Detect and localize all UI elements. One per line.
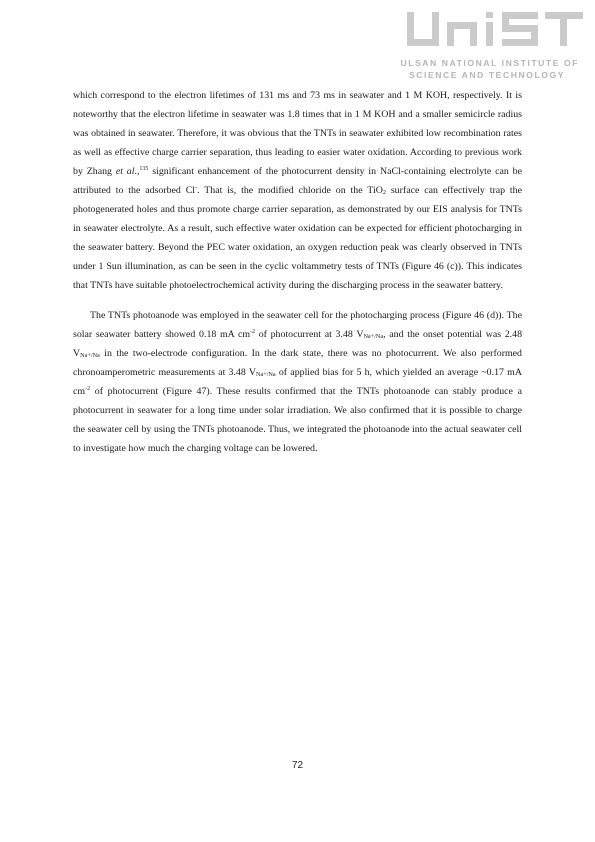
paragraph-1: which correspond to the electron lifetimes of 131 ms and 73 ms in seawater and 1 M KOH, respectively. It is noteworthy that the electron lifetime in seawater was 1.8 times that in 1 M KOH and a smaller semicircle radius was obtained in seawater. Therefore, it was obvious that the TNTs in seawater exhibited low recombination rates as well as effective charge carrier separation, thus leading to easier water oxidation. According to previous work by Zhang et al.,$^{135}$ significant enhancement of the photocurrent density in NaCl-containing electrolyte can be attributed to the adsorbed Cl-. That is, the modified chloride on the TiO$_2$ surface can effectively trap the photogenerated holes and thus promote charge carrier separation, as demonstrated by our EIS analysis for TNTs in seawater electrolyte. As a result, such effective water oxidation can be expected for efficient photocharging in the seawater battery. Beyond the PEC water oxidation, an oxygen reduction peak was clearly observed in TNTs under 1 Sun illumination, as can be seen in the cyclic voltammetry tests of TNTs (Figure 46 (c)). This indicates that TNTs have suitable photoelectrochemical activity during the discharging process in the seawater battery. [73, 90, 523, 291]
body-text [73, 86, 522, 458]
institution-name-line2: SCIENCE AND TECHNOLOGY [408, 70, 565, 80]
citation: 135 [139, 166, 149, 172]
page-number: 72 [291, 760, 304, 771]
paragraph-2: The TNTs photoanode was employed in the seawater cell for the photocharging process (Figure 46 (d)). The solar seawater battery showed 0.18 mA $cm^{-2}$ of photocurrent at 3.48 $V_{Na+/Na}$, and the onset potential was 2.48 $V_{Na+/Na}$ in the two-electrode configuration. In the dark state, there was no photocurrent. We also performed chronoamperometric measurements at 3.48 $V_{Na+/Na}$ of applied bias for 5 h, which yielded an average ~0.17 mA $cm^{-2}$ of photocurrent (Figure 47). These results confirmed that the TNTs photoanode can stably produce a photocurrent in seawater for a long time under solar irradiation. We also confirmed that it is possible to charge the seawater cell by using the TNTs photoanode. Thus, we integrated the photoanode into the actual seawater cell to investigate how much the charging voltage can be lowered. [73, 310, 523, 454]
unist-logo-mark [405, 8, 585, 50]
institution-name-line1: ULSAN NATIONAL INSTITUTE OF [400, 58, 579, 68]
university-logo [402, 8, 587, 86]
